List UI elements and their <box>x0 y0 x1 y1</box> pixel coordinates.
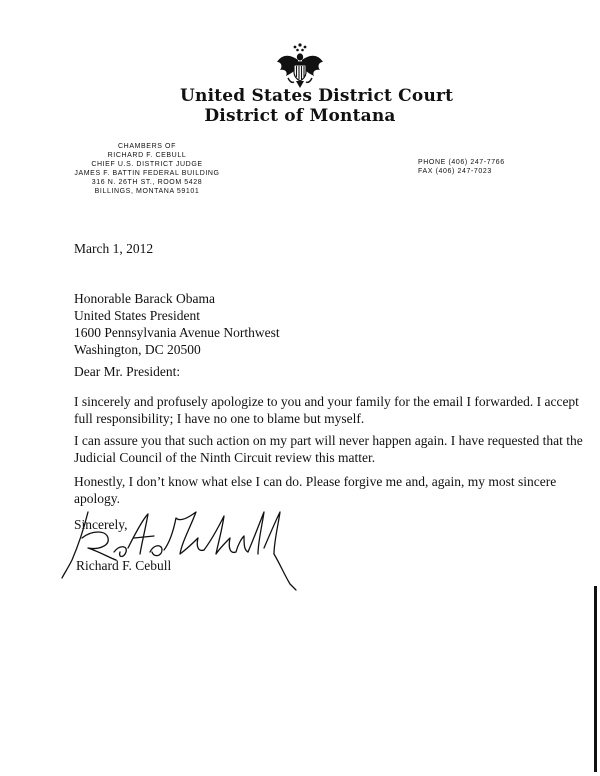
scan-edge-bar <box>594 586 597 772</box>
phone-number: PHONE (406) 247-7766 <box>418 159 505 166</box>
recipient-address <box>74 290 280 358</box>
chambers-line: BILLINGS, MONTANA 59101 <box>94 188 200 195</box>
recipient-line: Washington, DC 20500 <box>74 342 201 357</box>
letter-date: March 1, 2012 <box>74 241 154 256</box>
recipient-line: 1600 Pennsylvania Avenue Northwest <box>74 325 280 340</box>
paragraph-forgiveness <box>74 473 556 507</box>
court-name <box>180 86 454 126</box>
paragraph-line: apology. <box>74 491 120 506</box>
handwritten-signature <box>58 508 298 594</box>
fax-number: FAX (406) 247-7023 <box>418 168 492 175</box>
recipient-line: Honorable Barack Obama <box>74 291 215 306</box>
contact-block <box>418 158 548 176</box>
chambers-block <box>62 142 232 196</box>
paragraph-line: Judicial Council of the Ninth Circuit review this matter. <box>74 450 376 465</box>
court-name-line1: United States District Court <box>180 86 454 106</box>
court-name-line2: District of Montana <box>204 106 396 126</box>
chambers-line: CHAMBERS OF <box>118 143 176 150</box>
salutation: Dear Mr. President: <box>74 364 181 379</box>
great-seal-eagle-icon <box>274 40 326 92</box>
paragraph-line: I sincerely and profusely apologize to you and your family for the email I forwarded. I accept <box>74 394 579 409</box>
chambers-line: RICHARD F. CEBULL <box>107 152 187 159</box>
paragraph-line: full responsibility; I have no one to blame but myself. <box>74 411 365 426</box>
chambers-line: 316 N. 26TH ST., ROOM 5428 <box>91 179 203 186</box>
chambers-line: CHIEF U.S. DISTRICT JUDGE <box>91 161 203 168</box>
signer-name: Richard F. Cebull <box>76 558 172 573</box>
paragraph-apology <box>74 393 579 427</box>
closing: Sincerely, <box>74 517 128 532</box>
paragraph-line: Honestly, I don’t know what else I can do. Please forgive me and, again, my most sincere <box>74 474 557 489</box>
chambers-line: JAMES F. BATTIN FEDERAL BUILDING <box>74 170 220 177</box>
recipient-line: United States President <box>74 308 200 323</box>
paragraph-assurance <box>74 432 583 466</box>
paragraph-line: I can assure you that such action on my part will never happen again. I have requested that the <box>74 433 583 448</box>
